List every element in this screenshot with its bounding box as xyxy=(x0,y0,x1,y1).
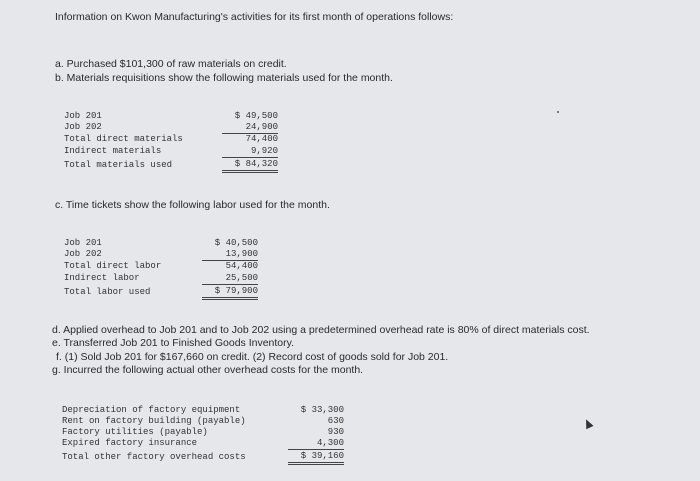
labor-label: Job 202 xyxy=(64,249,102,259)
overhead-label: Factory utilities (payable) xyxy=(62,427,208,437)
item-b-text: b. Materials requisitions show the following materials used for the month. xyxy=(55,72,393,84)
materials-label: Job 202 xyxy=(64,122,102,132)
materials-label: Indirect materials xyxy=(64,146,162,156)
intro-text: Information on Kwon Manufacturing's activities for its first month of operations follows: xyxy=(55,11,454,23)
item-c-text: c. Time tickets show the following labor used for the month. xyxy=(55,199,330,211)
materials-value: $ 49,500 xyxy=(234,111,278,121)
overhead-label: Total other factory overhead costs xyxy=(62,452,246,462)
labor-value: 54,400 xyxy=(225,261,258,271)
labor-label: Total labor used xyxy=(64,287,151,297)
labor-label: Job 201 xyxy=(64,238,102,248)
materials-value: $ 84,320 xyxy=(222,159,278,173)
labor-value: $ 40,500 xyxy=(214,238,258,248)
overhead-value: 930 xyxy=(327,427,344,437)
item-f-text: f. (1) Sold Job 201 for $167,660 on credit. (2) Record cost of goods sold for Job 201. xyxy=(56,351,449,363)
overhead-label: Expired factory insurance xyxy=(62,438,198,448)
materials-label: Job 201 xyxy=(64,111,102,121)
item-g-text: g. Incurred the following actual other overhead costs for the month. xyxy=(52,364,364,376)
labor-value: $ 79,900 xyxy=(202,286,258,300)
materials-label: Total direct materials xyxy=(64,134,183,144)
overhead-value: $ 33,300 xyxy=(300,405,344,415)
overhead-value: $ 39,160 xyxy=(288,451,344,465)
item-d-text: d. Applied overhead to Job 201 and to Job 202 using a predetermined overhead rate is 80% of direct materials cost. xyxy=(52,324,590,336)
labor-value: 25,500 xyxy=(202,273,258,285)
materials-value: 9,920 xyxy=(222,146,278,158)
materials-label: Total materials used xyxy=(64,160,173,170)
item-e-text: e. Transferred Job 201 to Finished Goods Inventory. xyxy=(52,337,295,349)
overhead-value: 4,300 xyxy=(288,438,344,450)
mouse-cursor-icon xyxy=(582,418,593,430)
overhead-value: 630 xyxy=(327,416,344,426)
overhead-label: Depreciation of factory equipment xyxy=(62,405,241,415)
labor-label: Indirect labor xyxy=(64,273,140,283)
materials-value: 74,400 xyxy=(245,134,278,144)
labor-label: Total direct labor xyxy=(64,261,162,271)
labor-value: 13,900 xyxy=(202,249,258,261)
item-a-text: a. Purchased $101,300 of raw materials on credit. xyxy=(55,58,287,70)
materials-value: 24,900 xyxy=(222,122,278,134)
overhead-label: Rent on factory building (payable) xyxy=(62,416,246,426)
speck-mark xyxy=(557,111,559,113)
